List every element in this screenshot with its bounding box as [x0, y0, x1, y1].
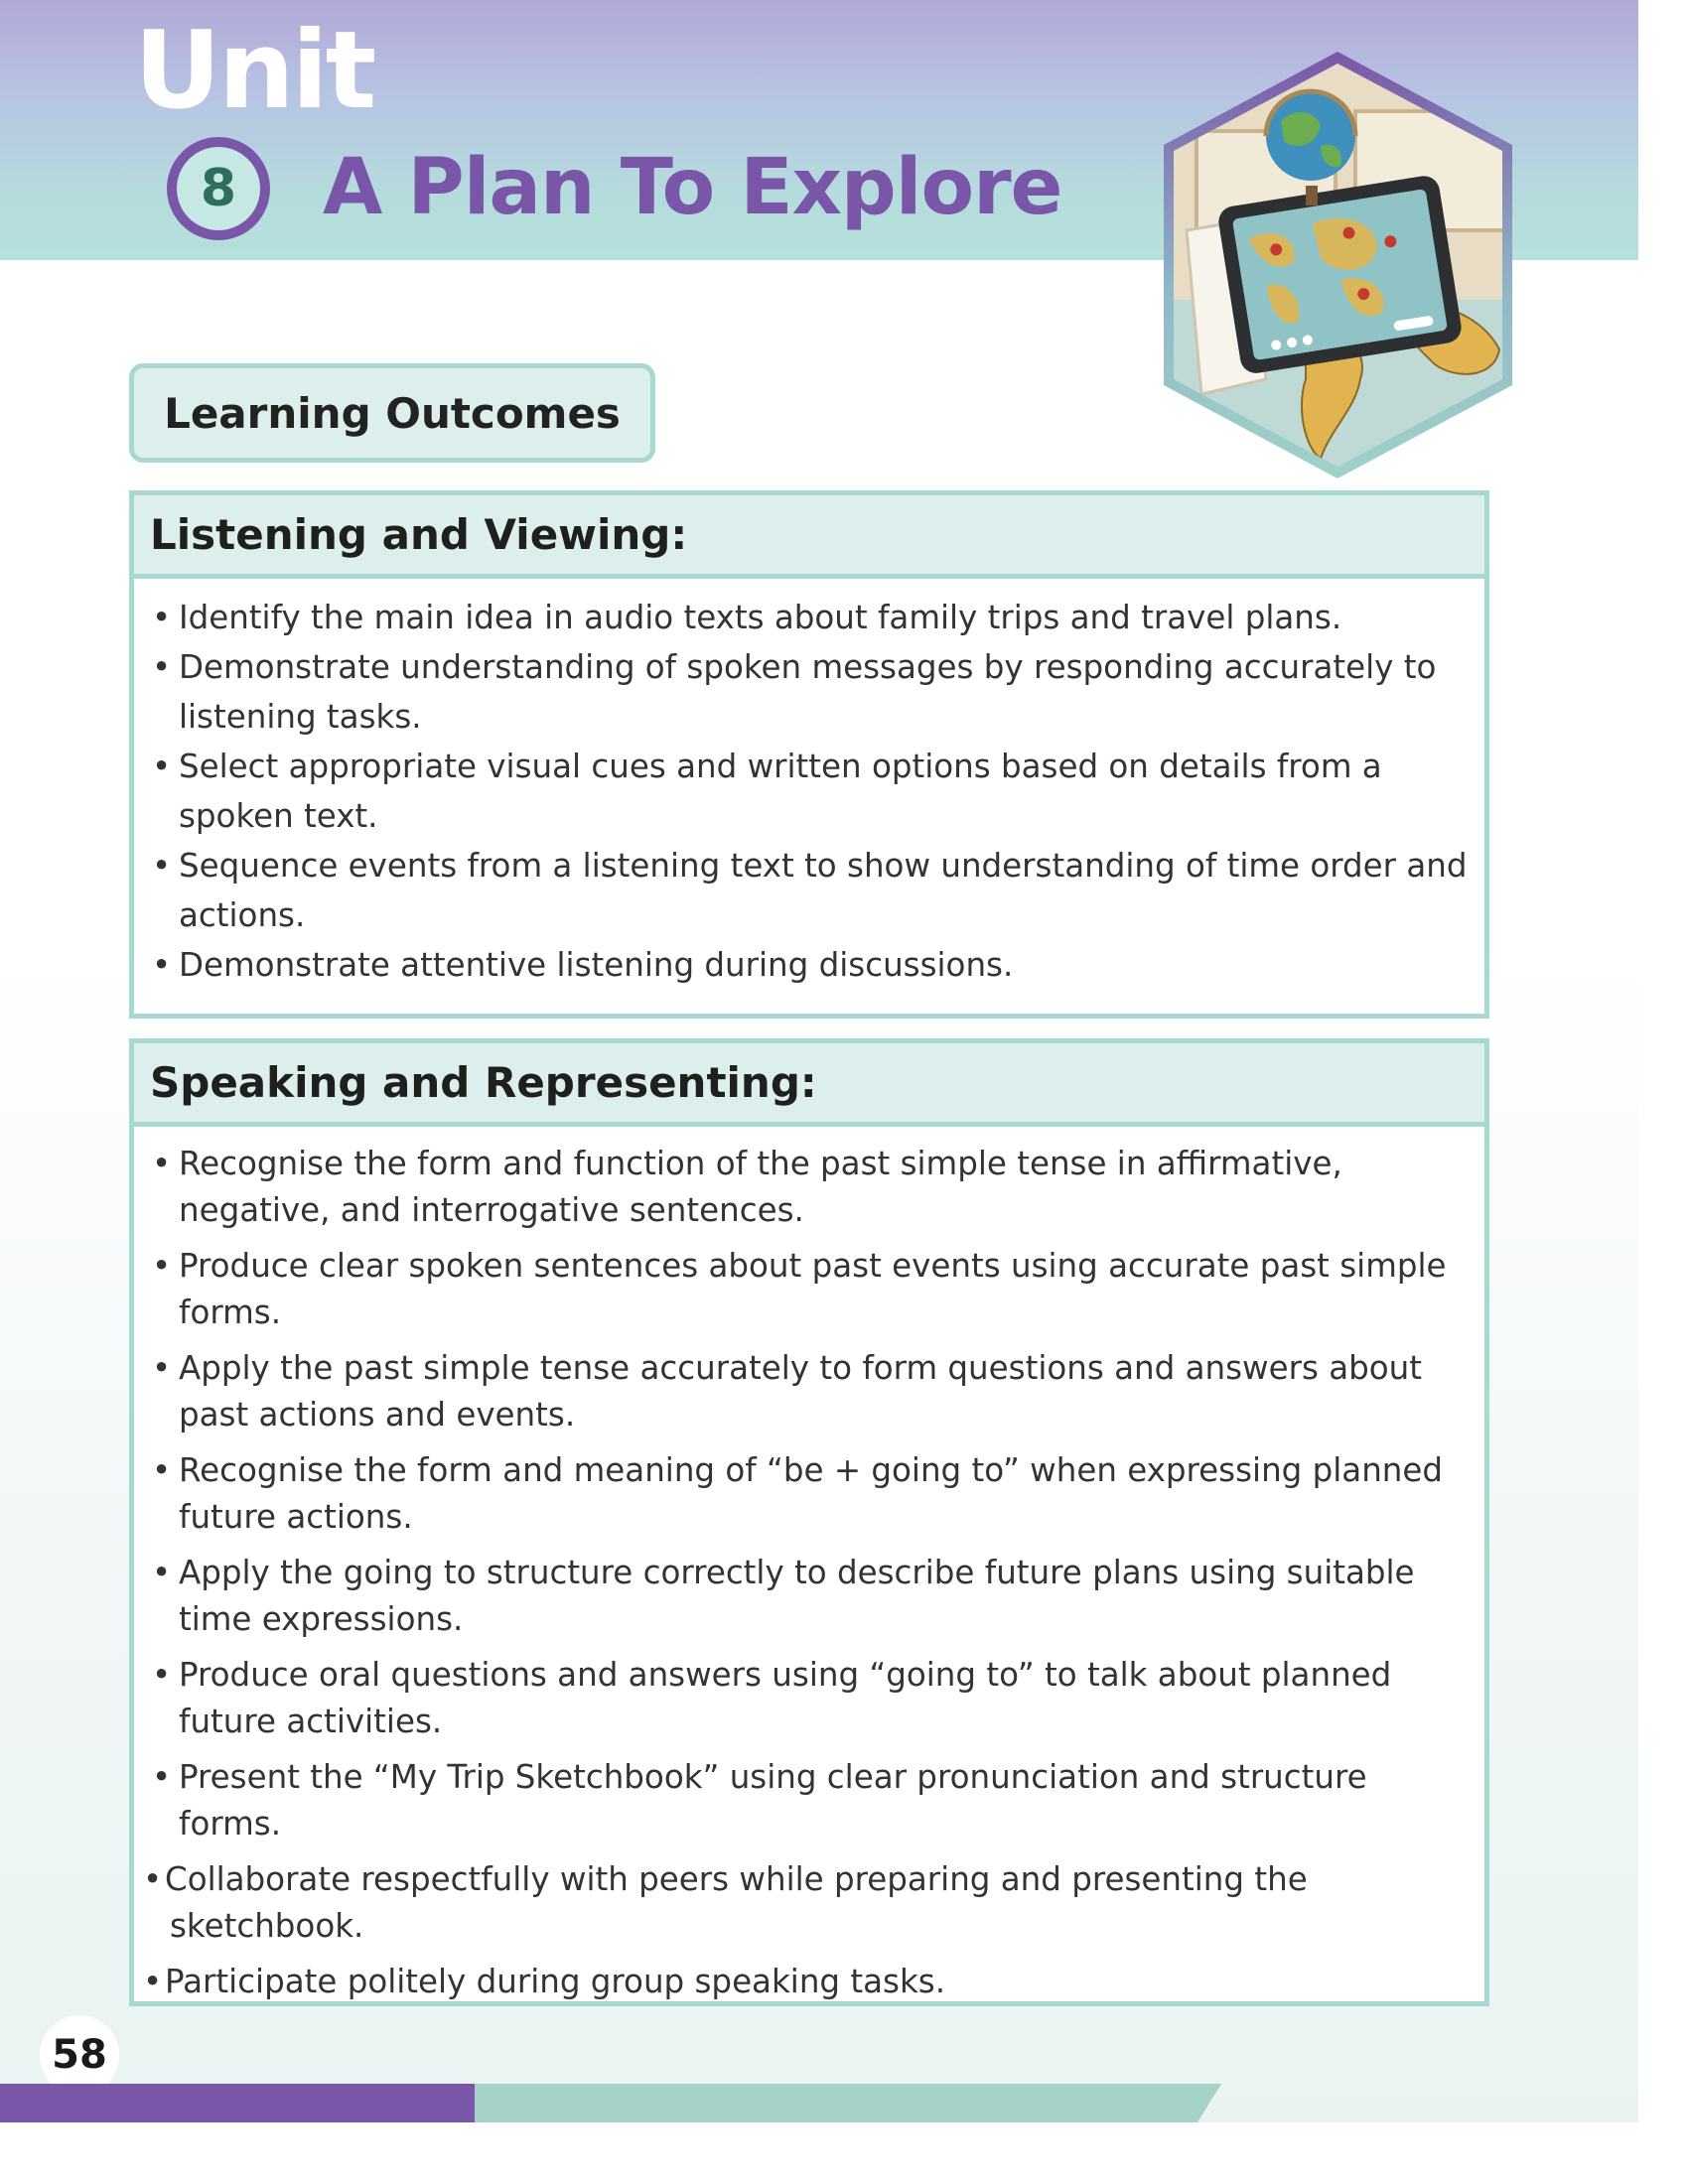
speaking-representing-heading: Speaking and Representing: [134, 1043, 1484, 1127]
globe-tablet-map-illustration [1157, 52, 1519, 478]
unit-title: A Plan To Explore [323, 143, 1062, 232]
unit-label: Unit [134, 9, 374, 133]
list-item: • Select appropriate visual cues and written options based on details from a spoken text. [134, 742, 1484, 841]
list-item: • Produce clear spoken sentences about past events using accurate past simple forms. [134, 1243, 1484, 1336]
list-item: • Apply the going to structure correctly to describe future plans using suitable time expressions. [134, 1550, 1484, 1643]
list-item: • Demonstrate understanding of spoken messages by responding accurately to listening tasks. [134, 642, 1484, 742]
listening-viewing-section [129, 490, 1489, 1019]
list-item: • Collaborate respectfully with peers while preparing and presenting the sketchbook. [134, 1856, 1484, 1950]
list-item: • Produce oral questions and answers using “going to” to talk about planned future activities. [134, 1652, 1484, 1745]
list-item: • Participate politely during group speaking tasks. [134, 1959, 1484, 2005]
listening-outcomes-list [134, 579, 1484, 990]
page-number: 58 [40, 2015, 119, 2095]
footer-color-bar [0, 2084, 1221, 2122]
list-item: • Sequence events from a listening text to show understanding of time order and actions. [134, 841, 1484, 940]
list-item: • Demonstrate attentive listening during discussions. [134, 940, 1484, 990]
unit-number-badge [167, 137, 270, 240]
unit-number: 8 [177, 147, 260, 230]
speaking-outcomes-list [134, 1127, 1484, 2005]
list-item: • Identify the main idea in audio texts about family trips and travel plans. [134, 593, 1484, 642]
list-item: • Recognise the form and meaning of “be + going to” when expressing planned future actions. [134, 1447, 1484, 1541]
list-item: • Recognise the form and function of the past simple tense in affirmative, negative, and interrogative sentences. [134, 1141, 1484, 1234]
listening-viewing-heading: Listening and Viewing: [134, 495, 1484, 579]
learning-outcomes-label: Learning Outcomes [129, 363, 655, 463]
speaking-representing-section [129, 1038, 1489, 2006]
list-item: • Present the “My Trip Sketchbook” using clear pronunciation and structure forms. [134, 1754, 1484, 1847]
list-item: • Apply the past simple tense accurately to form questions and answers about past actions and events. [134, 1345, 1484, 1438]
